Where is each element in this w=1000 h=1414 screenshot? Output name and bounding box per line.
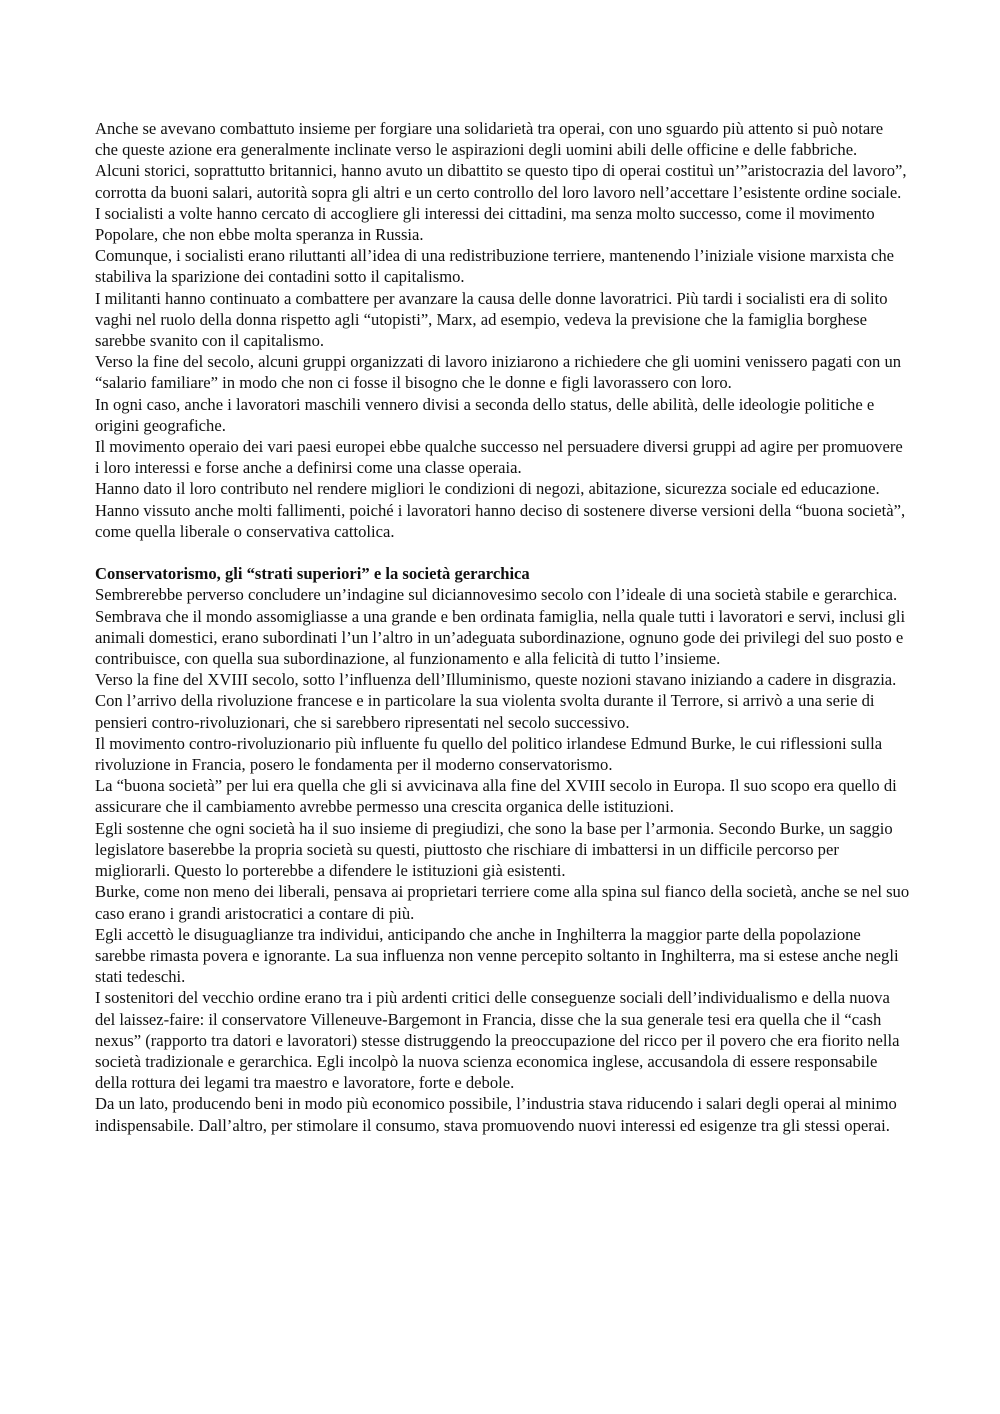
paragraph: Verso la fine del XVIII secolo, sotto l’influenza dell’Illuminismo, queste nozioni stavano iniziando a cadere in disgrazia. Con l’arrivo della rivoluzione francese e in particolare la sua violenta svolta durante il Terrore, si arrivò a una serie di pensieri contro-rivoluzionari, che si sarebbero ripresentati nel secolo successivo. [95, 670, 897, 732]
paragraph: Comunque, i socialisti erano riluttanti all’idea di una redistribuzione terriere, mantenendo l’iniziale visione marxista che stabiliva la sparizione dei contadini sotto il capitalismo. [95, 246, 895, 287]
paragraph: Alcuni storici, soprattutto britannici, hanno avuto un dibattito se questo tipo di operai costituì un’”aristocrazia del lavoro”, corrotta da buoni salari, autorità sopra gli altri e un certo controllo del loro lavoro nell’accettare l’esistente ordine sociale. [95, 161, 907, 202]
paragraph: In ogni caso, anche i lavoratori maschili vennero divisi a seconda dello status, delle abilità, delle ideologie politiche e origini geografiche. [95, 394, 875, 435]
paragraph: Sembrerebbe perverso concludere un’indagine sul diciannovesimo secolo con l’ideale di una società stabile e gerarchica. Sembrava che il mondo assomigliasse a una grande e ben ordinata famiglia, nella quale tutti i lavoratori e servi, inclusi gli animali domestici, erano subordinati l’un l’altro in un’adeguata subordinazione, ognuno gode dei privilegi del suo posto e contribuisce, con quella sua subordinazione, al funzionamento e alla felicità di tutto l’insieme. [95, 585, 906, 669]
paragraph: Hanno vissuto anche molti fallimenti, poiché i lavoratori hanno deciso di sostenere diverse versioni della “buona società”, come quella liberale o conservativa cattolica. [95, 500, 906, 541]
paragraph: Il movimento contro-rivoluzionario più influente fu quello del politico irlandese Edmund Burke, le cui riflessioni sulla rivoluzione in Francia, posero le fondamenta per il moderno conservatorismo. [95, 733, 883, 775]
paragraph: I socialisti a volte hanno cercato di accogliere gli interessi dei cittadini, ma senza molto successo, come il movimento Popolare, che non ebbe molta speranza in Russia. [95, 203, 875, 245]
paragraph: Verso la fine del secolo, alcuni gruppi organizzati di lavoro iniziarono a richiedere che gli uomini venissero pagati con un “salario familiare” in modo che non ci fosse il bisogno che le donne e figli lavorassero con loro. [95, 352, 902, 393]
paragraph: Anche se avevano combattuto insieme per forgiare una solidarietà tra operai, con uno sguardo più attento si può notare che queste azione era generalmente inclinate verso le aspirazioni degli uomini abili delle officine e delle fabbriche. [95, 119, 884, 160]
paragraph: La “buona società” per lui era quella che gli si avvicinava alla fine del XVIII secolo in Europa. Il suo scopo era quello di assicurare che il cambiamento avrebbe permesso una crescita organica delle istituzioni. [95, 776, 897, 817]
paragraph: Egli accettò le disuguaglianze tra individui, anticipando che anche in Inghilterra la maggior parte della popolazione sarebbe rimasta povera e ignorante. La sua influenza non venne percepito soltanto in Inghilterra, ma si estese anche negli stati tedeschi. [95, 924, 899, 987]
paragraph: Il movimento operaio dei vari paesi europei ebbe qualche successo nel persuadere diversi gruppi ad agire per promuovere i loro interessi e forse anche a definirsi come una classe operaia. [95, 437, 903, 478]
paragraph: Egli sostenne che ogni società ha il suo insieme di pregiudizi, che sono la base per l’armonia. Secondo Burke, un saggio legislatore baserebbe la propria società su questi, piuttosto che rischiare di imbattersi in un difficile percorso per migliorarli. Questo lo porterebbe a difendere le istituzioni già esistenti. [95, 818, 893, 881]
document-page [95, 118, 910, 1136]
section-gap [95, 542, 910, 563]
section-heading: Conservatorismo, gli “strati superiori” e la società gerarchica [95, 564, 530, 584]
paragraph: I sostenitori del vecchio ordine erano tra i più ardenti critici delle conseguenze sociali dell’individualismo e della nuova del laissez-faire: il conservatore Villeneuve-Bargemont in Francia, disse che la sua generale tesi era quella che il “cash nexus” (rapporto tra datori e lavoratori) stesse distruggendo la preoccupazione del ricco per il povero che era fiorito nella società tradizionale e gerarchica. Egli incolpò la nuova scienza economica inglese, accusandola di essere responsabile della rottura dei legami tra maestro e lavoratore, forte e debole. [95, 988, 900, 1093]
paragraph: Da un lato, producendo beni in modo più economico possibile, l’industria stava riducendo i salari degli operai al minimo indispensabile. Dall’altro, per stimolare il consumo, stava promuovendo nuovi interessi ed esigenze tra gli stessi operai. [95, 1094, 897, 1135]
paragraph: Hanno dato il loro contributo nel rendere migliori le condizioni di negozi, abitazione, sicurezza sociale ed educazione. [95, 479, 880, 499]
paragraph: Burke, come non meno dei liberali, pensava ai proprietari terriere come alla spina sul fianco della società, anche se nel suo caso erano i grandi aristocratici a contare di più. [95, 882, 910, 923]
paragraph: I militanti hanno continuato a combattere per avanzare la causa delle donne lavoratrici. Più tardi i socialisti era di solito vaghi nel ruolo della donna rispetto agli “utopisti”, Marx, ad esempio, vedeva la previsione che la famiglia borghese sarebbe svanito con il capitalismo. [95, 288, 888, 351]
